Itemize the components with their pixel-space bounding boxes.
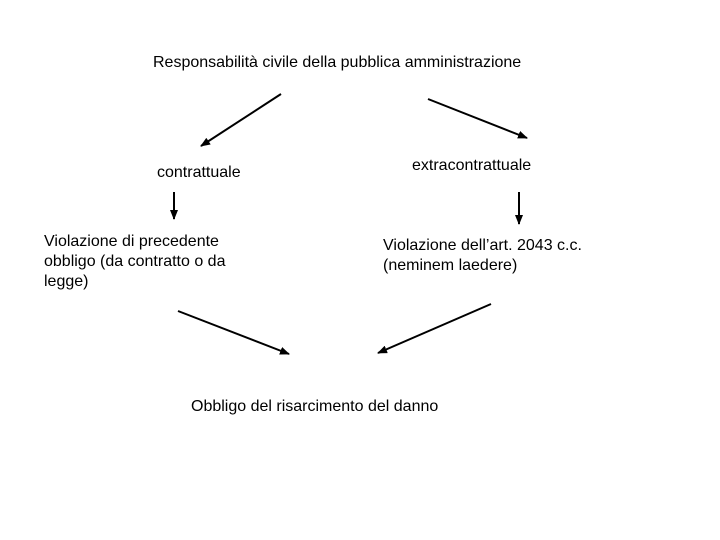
arrow-left-to-outcome [178, 311, 289, 354]
arrow-title-to-contractual [201, 94, 281, 146]
outcome-text: Obbligo del risarcimento del danno [191, 398, 439, 415]
diagram-title: Responsabilità civile della pubblica amministrazione [153, 54, 522, 71]
contractual-description: Violazione di precedente obbligo (da contratto o da legge) [44, 233, 226, 290]
arrow-title-to-extracontractual [428, 99, 527, 138]
extracontractual-description: Violazione dell’art. 2043 c.c. (neminem laedere) [383, 237, 582, 274]
extracontractual-heading: extracontrattuale [412, 157, 532, 174]
arrow-right-to-outcome [378, 304, 491, 353]
contractual-heading: contrattuale [157, 164, 241, 181]
